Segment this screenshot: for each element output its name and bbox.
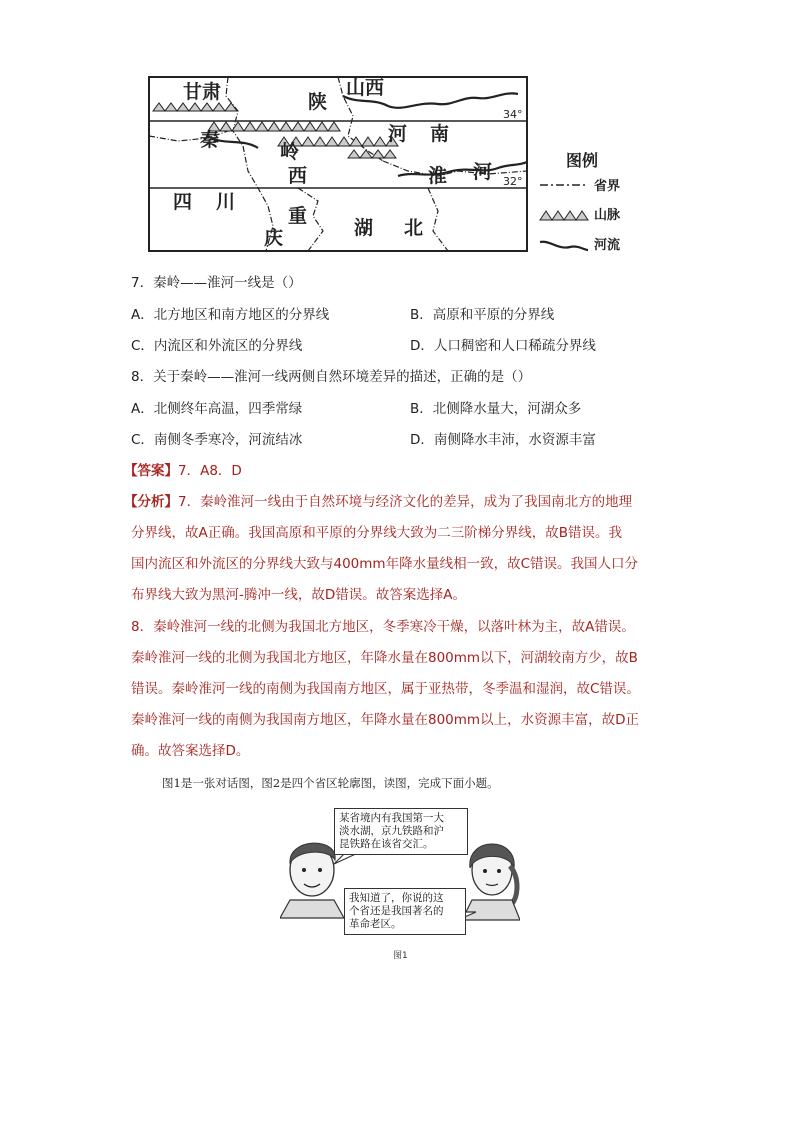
label-qin: 秦 bbox=[200, 129, 220, 151]
label-lat-34: 34° bbox=[503, 108, 523, 121]
label-huai: 淮 bbox=[428, 165, 448, 187]
bubble2-line-3: 革命老区。 bbox=[349, 918, 402, 930]
bubble1-line-1: 某省境内有我国第一大 bbox=[339, 812, 444, 824]
q8-option-c: C．南侧冬季寒冷，河流结冰 bbox=[131, 432, 303, 448]
legend-title: 图例 bbox=[566, 151, 599, 170]
figure-1-caption: 图1 bbox=[393, 951, 408, 961]
label-gansu: 甘肃 bbox=[183, 81, 222, 103]
speech-bubble-girl bbox=[344, 888, 466, 935]
q8-stem: 8．关于秦岭——淮河一线两侧自然环境差异的描述，正确的是（） bbox=[131, 369, 532, 385]
label-he2: 河 bbox=[473, 161, 493, 183]
legend-row-mountain bbox=[538, 204, 638, 226]
label-shanxi: 山西 bbox=[346, 77, 385, 99]
analysis-p7-line-2: 分界线，故A正确。我国高原和平原的分界线大致为二三阶梯分界线，故B错误。我 bbox=[131, 525, 622, 541]
q7-stem: 7．秦岭——淮河一线是（） bbox=[131, 275, 302, 291]
girl-figure bbox=[462, 844, 520, 920]
q7-option-d: D．人口稠密和人口稀疏分界线 bbox=[410, 338, 596, 354]
bubble2-line-2: 个省还是我国著名的 bbox=[349, 905, 444, 917]
label-chong: 重 bbox=[288, 205, 308, 227]
dialogue-figure bbox=[280, 808, 520, 958]
label-shan: 陕 bbox=[308, 91, 328, 113]
legend-row-river bbox=[538, 234, 638, 256]
legend-label-boundary: 省界 bbox=[594, 179, 621, 194]
legend-label-river: 河流 bbox=[594, 238, 621, 253]
analysis-p8-line-4: 秦岭淮河一线的南侧为我国南方地区，年降水量在800mm以上，水资源丰富，故D正 bbox=[131, 712, 639, 728]
label-sichuan-si: 四 bbox=[173, 191, 193, 213]
qinling-huaihe-map bbox=[148, 76, 528, 252]
q8-option-d: D．南侧降水丰沛，水资源丰富 bbox=[410, 432, 596, 448]
label-nan: 南 bbox=[430, 123, 450, 145]
river-icon bbox=[538, 238, 590, 252]
label-lat-32: 32° bbox=[503, 175, 523, 188]
label-hu: 湖 bbox=[354, 217, 374, 239]
speech-bubble-boy bbox=[334, 808, 468, 855]
province-boundary-icon bbox=[538, 179, 590, 191]
analysis-p7-line-4: 布界线大致为黑河-腾冲一线，故D错误。故答案选择A。 bbox=[131, 587, 467, 603]
q7-option-b: B．高原和平原的分界线 bbox=[410, 307, 555, 323]
analysis-p8-line-1: 8．秦岭淮河一线的北侧为我国北方地区，冬季寒冷干燥，以落叶林为主，故A错误。 bbox=[131, 619, 635, 635]
analysis-p7-line-1: 7．秦岭淮河一线由于自然环境与经济文化的差异，成为了我国南北方的地理 bbox=[178, 494, 633, 510]
answer-line bbox=[124, 461, 242, 481]
answer-text: 7．A8．D bbox=[178, 463, 242, 479]
label-sichuan-chuan: 川 bbox=[216, 191, 236, 213]
bubble2-line-1: 我知道了，你说的这 bbox=[349, 892, 444, 904]
legend-label-mountain: 山脉 bbox=[594, 208, 621, 223]
label-bei: 北 bbox=[404, 217, 424, 239]
analysis-p8-line-5: 确。故答案选择D。 bbox=[131, 743, 250, 759]
legend-row-boundary bbox=[538, 175, 638, 197]
figure-intro-text: 图1是一张对话图，图2是四个省区轮廓图，读图，完成下面小题。 bbox=[162, 776, 499, 790]
bubble1-line-2: 淡水湖，京九铁路和沪 bbox=[339, 825, 444, 837]
q8-option-b: B．北侧降水量大，河湖众多 bbox=[410, 401, 582, 417]
bubble1-line-3: 昆铁路在该省交汇。 bbox=[339, 838, 434, 850]
label-xi: 西 bbox=[288, 165, 308, 187]
q7-option-c: C．内流区和外流区的分界线 bbox=[131, 338, 303, 354]
answer-tag: 【答案】 bbox=[124, 463, 178, 479]
label-he: 河 bbox=[388, 123, 408, 145]
label-qing: 庆 bbox=[264, 227, 284, 249]
analysis-p7-line-3: 国内流区和外流区的分界线大致与400mm年降水量线相一致，故C错误。我国人口分 bbox=[131, 556, 638, 572]
analysis-tag: 【分析】 bbox=[124, 494, 178, 510]
q8-option-a: A．北侧终年高温，四季常绿 bbox=[131, 401, 303, 417]
q7-option-a: A．北方地区和南方地区的分界线 bbox=[131, 307, 330, 323]
label-ling: 岭 bbox=[280, 141, 300, 163]
analysis-p8-line-3: 错误。秦岭淮河一线的南侧为我国南方地区，属于亚热带，冬季温和湿润，故C错误。 bbox=[131, 681, 640, 697]
analysis-line-1 bbox=[124, 492, 632, 512]
map-legend bbox=[538, 148, 638, 258]
mountain-icon bbox=[538, 208, 590, 222]
analysis-p8-line-2: 秦岭淮河一线的北侧为我国北方地区，年降水量在800mm以下，河湖较南方少，故B bbox=[131, 650, 638, 666]
